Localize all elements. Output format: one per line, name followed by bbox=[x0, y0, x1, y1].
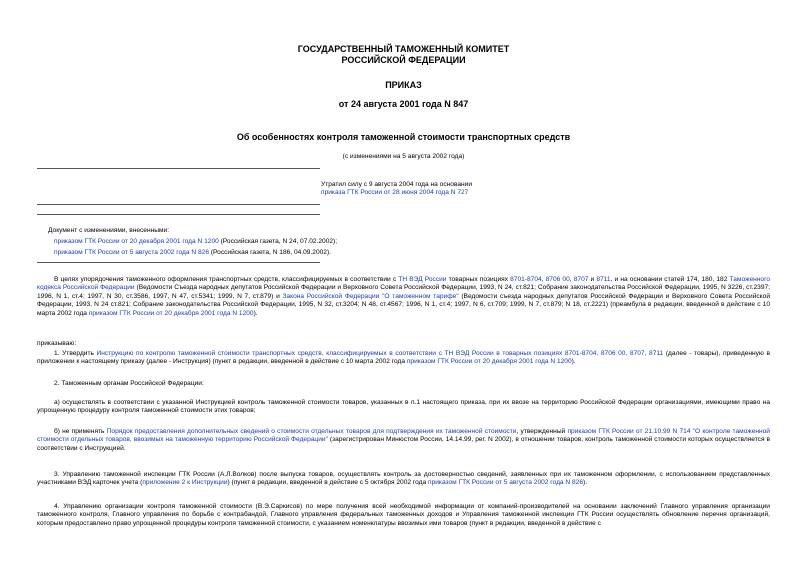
paragraph-text: и bbox=[588, 276, 597, 283]
amendment-item: приказом ГТК России от 20 декабря 2001 года N 1200 (Российская газета, N 24, 07.02.2002); bbox=[54, 238, 338, 246]
status-link[interactable]: приказа ГТК России от 28 июня 2004 года N 727 bbox=[321, 189, 469, 197]
org-name-line1: ГОСУДАРСТВЕННЫЙ ТАМОЖЕННЫЙ КОМИТЕТ bbox=[297, 44, 510, 54]
amendments-block bbox=[48, 227, 568, 257]
doc-date: от 24 августа 2001 года N 847 bbox=[338, 99, 469, 109]
org-name-line2: РОССИЙСКОЙ ФЕДЕРАЦИИ bbox=[341, 55, 466, 65]
amendments-intro: Документ с изменениями, внесенными: bbox=[48, 227, 170, 234]
paragraph-text: ). bbox=[253, 309, 258, 317]
inline-link[interactable]: 8707 bbox=[573, 276, 589, 283]
status-text: Утратил силу с 9 августа 2004 года на основании bbox=[321, 181, 473, 188]
paragraph-text: товарных позициях bbox=[446, 276, 511, 283]
paragraph-text: б) не применять bbox=[54, 428, 107, 435]
paragraph-preamble bbox=[37, 276, 770, 318]
paragraph-text: (далее - товары), приведенную в приложении к настоящему приказу (далее - Инструкция) (пункт в редакции, введенной в действие с 10 марта 2002 года bbox=[37, 350, 770, 366]
inline-link[interactable]: приказом ГТК России от 5 августа 2002 года N 826 bbox=[428, 479, 584, 487]
paragraph-text: 3. Управлению таможенной инспекции ГТК России (А.Л.Волков) после выпуска товаров, осуществлять контроль за достоверностью сведений, заявленных при их таможенном оформлении, с использованием представленных участниками ВЭД карточек учета ( bbox=[37, 471, 770, 487]
paragraph-item-4 bbox=[37, 503, 770, 528]
paragraph-text: 4. Управлению организации контроля таможенной стоимости (В.Э.Саркисов) по мере получения всей необходимой информации от компаний-производителей на основании заключений Главного управления организации таможенного контроля, Главного управления по борьбе с контрабандой, Главного управления федеральных таможенных доходов и Управления таможенной инспекции ГТК России осуществлять обновление перечня организаций, которым предоставлено право упрощенной процедуры контроля таможенной стоимости, с указанием номенклатуры ввозимых ими товаров (пункт в редакции, введенной в действие с bbox=[37, 503, 770, 527]
paragraph-text: а) осуществлять в соответствии с указанной Инструкцией контроль таможенной стоимости товаров, указанных в п.1 настоящего приказа, при их ввозе на территорию Российской Федерации организациями, имеющими право на упрощенную процедуру контроля таможенной стоимости этих товаров; bbox=[37, 399, 770, 415]
paragraph-item-3 bbox=[37, 471, 770, 488]
paragraph-item-1 bbox=[37, 350, 770, 367]
paragraph-text: (Ведомости съезда народных депутатов Российской Федерации и Верховного Совета Российской Федерации, 1993, N 24 ст.821; Собрание законодательства Российской Федерации, 1995, N 32, ст.3204; N 48, ст.4567; 1996, N 1, ст.4; 1997, N 6, ст.709; 1999, N 7, ст.879; N 18, ст.2221) (преамбула в редакции, введенной в действие с 10 марта 2002 года bbox=[37, 292, 770, 317]
paragraph-text: , bbox=[541, 276, 546, 283]
paragraph-text: ). bbox=[583, 479, 588, 487]
paragraph-text: , утвержденный bbox=[516, 428, 568, 435]
paragraph-text: приказываю: bbox=[37, 340, 77, 347]
status-note bbox=[321, 181, 621, 198]
paragraph-text: (зарегистрирован Минюстом России, 14.14.99, рег. N 2002), в отношении товаров, контроль таможенной стоимости которых осуществляется в соответствии с Инструкцией. bbox=[37, 436, 771, 452]
paragraph-text: (Ведомости Съезда народных депутатов Российской Федерации и Верховного Совета Российской Федерации, 1993, N 24, ст.821; Собрание законодательства Российской Федерации, 1995, N 3226, ст.2397; 1996, N 1, ст.4; 1997, N 30, ст.3586, 1997, N 47, ст.5341; 1999, N 7, ст.879) и bbox=[37, 284, 771, 300]
paragraph-text: В целях упорядочения таможенного оформления транспортных средств, классифицируемых в соответствии с bbox=[54, 276, 399, 283]
inline-link[interactable]: Закона Российской Федерации "О таможенном тарифе" bbox=[282, 292, 459, 300]
paragraph-item-2a bbox=[37, 399, 770, 416]
amendment-link[interactable]: приказом ГТК России от 20 декабря 2001 года N 1200 bbox=[54, 238, 219, 246]
inline-link[interactable]: приложение 2 к Инструкции bbox=[142, 479, 228, 487]
paragraph-text: , bbox=[569, 276, 574, 283]
divider bbox=[37, 262, 320, 263]
paragraph-text: 2. Таможенным органам Российской Федерации: bbox=[54, 380, 204, 387]
inline-link[interactable]: Инструкцию по контролю таможенной стоимости транспортных средств, классифицируемых в соответствии с ТН ВЭД России в товарных позициях 8701-8704, 8706 00, 8707, 8711 bbox=[96, 350, 664, 357]
inline-link[interactable]: Таможенного кодекса Российской Федерации bbox=[37, 276, 771, 292]
divider bbox=[37, 168, 320, 169]
inline-link[interactable]: ТН ВЭД России bbox=[398, 276, 447, 283]
paragraph-item-2 bbox=[37, 380, 770, 388]
amendment-link[interactable]: приказом ГТК России от 5 августа 2002 года N 826 bbox=[54, 248, 210, 256]
amended-note: (с изменениями на 5 августа 2002 года) bbox=[342, 153, 465, 160]
paragraph-item-2b bbox=[37, 428, 770, 453]
doc-type: ПРИКАЗ bbox=[385, 80, 422, 90]
paragraph-text: 1. Утвердить bbox=[54, 350, 97, 357]
divider bbox=[37, 204, 320, 205]
amendment-item: приказом ГТК России от 5 августа 2002 года N 826 (Российская газета, N 186, 04.09.2002). bbox=[54, 248, 331, 256]
paragraph-order-word bbox=[37, 340, 770, 348]
inline-link[interactable]: приказом ГТК России от 20 декабря 2001 года N 1200 bbox=[88, 309, 254, 317]
inline-link[interactable]: приказом ГТК России от 21.10.99 N 714 "О контроле таможенной стоимости отдельных товаров, ввозимых на таможенную территорию Российской Федерации" bbox=[37, 428, 770, 444]
inline-link[interactable]: приказом ГТК России от 20 декабря 2001 года N 1200 bbox=[406, 358, 572, 366]
paragraph-text: ) (пункт в редакции, введенной в действие с 5 октября 2002 года bbox=[227, 479, 429, 487]
paragraph-text: ). bbox=[571, 358, 576, 366]
paragraph-text: , и на основании статей 174, 180, 182 bbox=[610, 276, 730, 283]
inline-link[interactable]: 8701-8704 bbox=[510, 276, 542, 283]
inline-link[interactable]: 8706 00 bbox=[545, 276, 570, 283]
divider bbox=[37, 214, 320, 215]
doc-title: Об особенностях контроля таможенной стоимости транспортных средств bbox=[236, 132, 571, 142]
inline-link[interactable]: Порядок предоставления дополнительных сведений о стоимости отдельных товаров для подтверждения их таможенной стоимости bbox=[106, 428, 517, 435]
inline-link[interactable]: 8711 bbox=[596, 276, 611, 283]
